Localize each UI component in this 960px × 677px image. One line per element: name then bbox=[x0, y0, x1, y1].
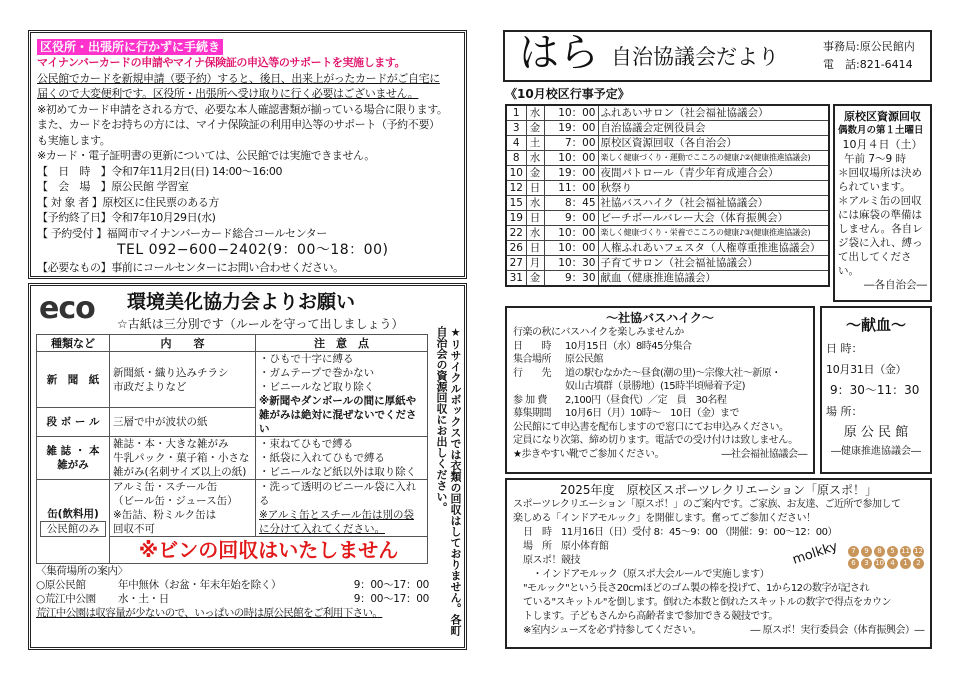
places-title: 〈集荷場所の案内〉 bbox=[36, 565, 128, 577]
blood-place: 原 公 民 館 bbox=[843, 425, 909, 440]
recycle-table bbox=[36, 334, 428, 564]
note: ※アルミ缶とスチール缶は別の袋に分けて入れてください。 bbox=[259, 509, 414, 535]
place-days: 水・土・日 bbox=[118, 593, 169, 605]
blood-date-label: 日 時： bbox=[826, 342, 863, 355]
sports-desc: ている"スキットル"を倒します。倒れた本数と倒れたスキットルの数字で得点をカウン bbox=[523, 597, 891, 608]
blood-time: 9：30〜11：30 bbox=[830, 383, 920, 397]
bus-item-value: 原公民館 bbox=[565, 354, 603, 365]
content-line: （ビール缶・ジュース缶） bbox=[113, 495, 238, 507]
detail-key: 【 日 時 】 bbox=[37, 164, 112, 178]
no-bottle-notice: ※ビンの回収はいたしません bbox=[110, 537, 428, 564]
place-row bbox=[36, 592, 429, 606]
places-note: 荒江中公園は収容量が少ないので、いっぱいの時は原公民館をご利用下さい。 bbox=[36, 607, 383, 619]
eco-notice bbox=[28, 283, 467, 650]
bus-item-key: 日 時 bbox=[513, 340, 551, 352]
weekday: 金 bbox=[526, 166, 544, 181]
resource-collection-box bbox=[833, 104, 932, 302]
detail-value: 原校区に住民票のある方 bbox=[102, 195, 219, 209]
sports-item: 原スポ！競技 bbox=[523, 555, 580, 566]
molkky-pin: 6 bbox=[848, 558, 859, 569]
time: 8：45 bbox=[544, 196, 598, 211]
bus-item-value: 2,100円（昼食代）／定 員 30名程 bbox=[565, 394, 727, 406]
schedule-row bbox=[506, 226, 829, 241]
category bbox=[37, 480, 110, 564]
day: 12 bbox=[506, 181, 526, 196]
weekday: 金 bbox=[526, 121, 544, 136]
detail-key: 【必要なもの】 bbox=[37, 261, 112, 274]
schedule-row bbox=[506, 105, 829, 121]
bus-item bbox=[513, 367, 807, 381]
detail-key: 【予約終了日】 bbox=[37, 211, 112, 224]
time: 10：00 bbox=[544, 226, 598, 241]
content-line: 新聞紙・織り込みチラシ bbox=[113, 366, 229, 379]
category: 段 ボ ー ル bbox=[37, 408, 110, 437]
day: 15 bbox=[506, 196, 526, 211]
category-label: 缶(飲料用) bbox=[47, 507, 99, 520]
note: ・紙袋に入れてひもで縛る bbox=[259, 452, 385, 464]
notice-line: 届くので大変便利です。区役所・出張所へ受け取りに行く必要はございません。 bbox=[37, 87, 419, 100]
schedule-row bbox=[506, 121, 829, 136]
call-center-tel: TEL 092−600−2402(9：00〜18：00) bbox=[117, 242, 389, 258]
bus-item-key: 募集期間 bbox=[513, 408, 551, 419]
newsletter-header bbox=[503, 30, 932, 82]
table-header: 種類など bbox=[37, 335, 110, 352]
detail-key: 【 対 象 者 】 bbox=[37, 195, 103, 209]
table-row bbox=[37, 480, 428, 537]
category: 新 聞 紙 bbox=[37, 352, 110, 408]
time: 10：00 bbox=[544, 105, 598, 121]
notes bbox=[256, 437, 428, 480]
detail-value: 令和7年11月2日(日) 14:00〜16:00 bbox=[111, 164, 283, 178]
day: 8 bbox=[506, 151, 526, 166]
bus-item-value: 10月15日（水）8時45分集合 bbox=[565, 340, 692, 352]
weekday: 水 bbox=[526, 226, 544, 241]
rc-note: ＊アルミ缶の回収には麻袋の準備はしません。各自レジ袋に入れ、縛って出してください。 bbox=[838, 195, 923, 277]
content-line: 牛乳パック・菓子箱・小さな雑がみ(名刺サイズ以上の紙) bbox=[113, 452, 250, 478]
note: ・洗って透明のビニール袋に入れる bbox=[259, 481, 417, 507]
detail-key: 【 会 場 】 bbox=[37, 180, 112, 193]
molkky-pin: 2 bbox=[913, 558, 924, 569]
rc-title: 原校区資源回収 bbox=[844, 110, 921, 123]
event: 秋祭り bbox=[598, 181, 829, 196]
day: 4 bbox=[506, 136, 526, 151]
notice-line: ※初めてカード申請をされる方で、必要な本人確認書類が揃っている場合に限ります。 bbox=[37, 102, 448, 116]
weekday: 金 bbox=[526, 271, 544, 287]
notice-line: また、カードをお持ちの方には、マイナ保険証の利用申込等のサポート（予約不要） bbox=[37, 118, 440, 131]
bus-item bbox=[513, 380, 807, 394]
rc-date: 10月４日（土） bbox=[842, 138, 923, 151]
recycle-box-note: ★リサイクルボックスでは衣類の回収はしておりません。各町自治会の資源回収にお出しください。 bbox=[435, 326, 462, 636]
event: 社協バスハイク（社会福祉協議会） bbox=[598, 196, 829, 211]
event: 献血（健康推進協議会） bbox=[598, 271, 829, 287]
detail-row bbox=[37, 210, 458, 226]
bus-item bbox=[513, 394, 807, 408]
molkky-pin: 9 bbox=[861, 546, 872, 557]
detail-row bbox=[37, 195, 458, 211]
detail-value: 福岡市マイナンバーカード総合コールセンター bbox=[106, 226, 327, 240]
time: 9：30 bbox=[544, 271, 598, 287]
blood-place-label: 場 所： bbox=[826, 405, 863, 418]
time: 19：00 bbox=[544, 121, 598, 136]
day: 10 bbox=[506, 166, 526, 181]
sports-desc: トします。子どもさんから高齢者まで参加できる競技です。 bbox=[523, 611, 778, 622]
content-line: 雑誌・本・大きな雑がみ bbox=[113, 438, 229, 450]
notice-tag: 区役所・出張所に行かずに手続き bbox=[37, 39, 223, 55]
bus-title: 〜社協バスハイク〜 bbox=[606, 311, 714, 325]
bus-item-key: 行 先 bbox=[513, 367, 551, 379]
phone: 電 話:821-6414 bbox=[823, 58, 913, 71]
molkky-pin: 11 bbox=[901, 547, 910, 555]
table-row bbox=[37, 352, 428, 408]
detail-key: 【 予約受付 】 bbox=[37, 226, 107, 240]
molkky-pin: 1 bbox=[900, 558, 911, 569]
detail-value: 令和7年10月29日(水) bbox=[111, 211, 216, 224]
event: 自治協議会定例役員会 bbox=[598, 121, 829, 136]
schedule-row bbox=[506, 181, 829, 196]
note: ・束ねてひもで縛る bbox=[259, 438, 354, 450]
sports-item: ・インドアモルック（原スポ大会ルールで実施します） bbox=[523, 569, 770, 580]
content-line: 市政だよりなど bbox=[113, 380, 187, 393]
table-header: 注 意 点 bbox=[256, 335, 428, 352]
eco-logo: eco bbox=[39, 291, 95, 326]
schedule-title: 《10月校区行事予定》 bbox=[505, 87, 630, 101]
bus-item-value: 道の駅むなかた〜昼食(潮の里)〜宗像大社〜新原・ bbox=[565, 367, 781, 379]
blood-date: 10月31日（金） bbox=[826, 363, 907, 376]
place-hours: 9：00〜17：00 bbox=[353, 593, 429, 605]
category: 雑 誌 ・ 本 雑がみ bbox=[37, 437, 110, 480]
bus-item bbox=[513, 407, 807, 421]
event: 子育てサロン（社会福祉協議会） bbox=[598, 256, 829, 271]
schedule-row bbox=[506, 256, 829, 271]
time: 9：00 bbox=[544, 211, 598, 226]
note: ・ビニールなど取り除く bbox=[259, 381, 375, 393]
rc-note: ＊回収場所は決められています。 bbox=[838, 167, 922, 193]
weekday: 水 bbox=[526, 105, 544, 121]
molkky-pin: 12 bbox=[914, 547, 923, 555]
schedule-row bbox=[506, 166, 829, 181]
bus-note: ★歩きやすい靴でご参加ください。 bbox=[513, 448, 664, 460]
sports-rec-box bbox=[505, 478, 932, 649]
sports-line: 楽しめる「インドアモルック」を開催します。奮ってご参加ください！ bbox=[513, 513, 816, 524]
note: ※新聞やダンボールの間に厚紙や雑がみは絶対に混ぜないでください bbox=[259, 395, 417, 435]
place-row bbox=[36, 578, 429, 592]
note: ・ひもで十字に縛る bbox=[259, 353, 354, 365]
molkky-pin: 7 bbox=[848, 546, 859, 557]
weekday: 水 bbox=[526, 196, 544, 211]
event: 夜間パトロール（青少年育成連合会） bbox=[598, 166, 829, 181]
molkky-pins-illustration bbox=[847, 546, 927, 570]
content-line: 回収不可 bbox=[113, 523, 155, 535]
note: ・ガムテープで巻かない bbox=[259, 367, 375, 379]
sports-sign: ― 原スポ！実行委員会（体育振興会）― bbox=[750, 625, 924, 636]
content: 三層で中が波状の紙 bbox=[110, 408, 256, 437]
place-name: ○原公民館 bbox=[36, 579, 86, 591]
masthead-hara: はら bbox=[519, 30, 599, 76]
molkky-pin: 4 bbox=[887, 558, 898, 569]
weekday: 土 bbox=[526, 136, 544, 151]
day: 26 bbox=[506, 241, 526, 256]
time: 10：00 bbox=[544, 151, 598, 166]
rc-sign: ―各自治会― bbox=[864, 279, 927, 291]
notice-line: ※カード・電子証明書の更新については、公民館では実施できません。 bbox=[37, 149, 375, 162]
table-header: 内 容 bbox=[110, 335, 256, 352]
molkky-pin: 5 bbox=[887, 546, 898, 557]
office-info bbox=[823, 38, 915, 74]
bus-item bbox=[513, 353, 807, 367]
content bbox=[110, 480, 256, 537]
office: 事務局:原公民館内 bbox=[823, 40, 915, 53]
day: 22 bbox=[506, 226, 526, 241]
content-line: アルミ缶・スチール缶 bbox=[113, 481, 218, 493]
weekday: 日 bbox=[526, 181, 544, 196]
place-name: ○荒江中公園 bbox=[36, 593, 96, 605]
eco-title: 環境美化協力会よりお願い bbox=[127, 291, 356, 313]
blood-title: 〜献血〜 bbox=[845, 316, 906, 334]
bus-sign: ―社会福祉協議会― bbox=[721, 448, 807, 460]
time: 19：00 bbox=[544, 166, 598, 181]
detail-value: 原公民館 学習室 bbox=[111, 180, 189, 193]
notice-line: も実施します。 bbox=[37, 133, 111, 147]
table-row bbox=[37, 437, 428, 480]
detail-row bbox=[37, 260, 458, 276]
notice-headline: マイナンバーカードの申請やマイナ保険証の申込等のサポートを実施します。 bbox=[37, 56, 406, 69]
content bbox=[110, 437, 256, 480]
event: ふれあいサロン（社会福祉協議会） bbox=[598, 105, 829, 121]
event: 楽しく健康づくり・運動でこころの健康♪②(健康推進協議会) bbox=[598, 151, 829, 166]
bus-lead: 行楽の秋にバスハイクを楽しみませんか bbox=[513, 327, 684, 338]
kominkan-only-badge: 公民館のみ bbox=[40, 521, 106, 537]
event: 楽しく健康づくり・栄養でこころの健康♪③(健康推進協議会) bbox=[598, 226, 829, 241]
molkky-pin: 8 bbox=[874, 546, 885, 557]
eco-subtitle: ☆古紙は三分別です（ルールを守って出しましょう） bbox=[117, 317, 404, 331]
day: 19 bbox=[506, 211, 526, 226]
sports-desc: "モルック"という長さ20cmほどのゴム製の棒を投げて、1から12の数字が記され bbox=[523, 583, 870, 594]
sports-item: 日 時 11月16日（日）受付 8：45〜9：00 （開催：9：00〜12：00） bbox=[523, 527, 838, 538]
day: 27 bbox=[506, 256, 526, 271]
time: 10：30 bbox=[544, 256, 598, 271]
weekday: 水 bbox=[526, 151, 544, 166]
day: 3 bbox=[506, 121, 526, 136]
day: 31 bbox=[506, 271, 526, 287]
blood-sign: ―健康推進協議会― bbox=[831, 446, 921, 457]
sports-item: 場 所 原小体育館 bbox=[523, 541, 609, 552]
weekday: 月 bbox=[526, 256, 544, 271]
event: 人権ふれあいフェスタ（人権尊重推進協議会） bbox=[598, 241, 829, 256]
detail-row bbox=[37, 226, 458, 242]
schedule-row bbox=[506, 241, 829, 256]
bus-item-key: 集合場所 bbox=[513, 354, 551, 365]
place-days: 年中無休（お盆・年末年始を除く） bbox=[118, 579, 282, 591]
detail-row bbox=[37, 164, 458, 180]
molkky-pin: 10 bbox=[875, 559, 884, 567]
mynumber-notice bbox=[28, 30, 467, 279]
notes bbox=[256, 352, 428, 437]
time: 11：00 bbox=[544, 181, 598, 196]
detail-row bbox=[37, 179, 458, 195]
sports-note: ※室内シューズを必ず持参してください。 bbox=[523, 625, 702, 636]
event: 原校区資源回収（各自治会） bbox=[598, 136, 829, 151]
molkky-label: molkky bbox=[790, 539, 840, 568]
weekday: 日 bbox=[526, 241, 544, 256]
molkky-pin: 3 bbox=[861, 558, 872, 569]
sports-title: 2025年度 原校区スポーツレクリエーション「原スポ！」 bbox=[559, 483, 878, 497]
note: ・ビニールなど紙以外は取り除く bbox=[259, 466, 417, 478]
bus-line: 定員になり次第、締め切ります。電話での受け付けは致しません。 bbox=[513, 435, 798, 446]
bus-line: 公民館にて申込書を配布しますので窓口にてお申込みください。 bbox=[513, 421, 789, 433]
place-hours: 9：00〜17：00 bbox=[353, 579, 429, 591]
schedule-row bbox=[506, 211, 829, 226]
notice-line: 公民館でカードを新規申請（要予約）すると、後日、出来上がったカードがご自宅に bbox=[37, 71, 440, 85]
schedule-row bbox=[506, 271, 829, 287]
rc-time: 午前 7〜9 時 bbox=[844, 153, 907, 165]
masthead-title: 自治協議会だより bbox=[611, 45, 779, 69]
notes bbox=[256, 480, 428, 537]
schedule-table bbox=[505, 104, 830, 287]
bus-item-key: 参 加 費 bbox=[513, 394, 547, 406]
content-line: ※缶詰、粉ミルク缶は bbox=[113, 509, 217, 521]
event: ビーチボールバレー大会（体育振興会） bbox=[598, 211, 829, 226]
blood-donation-box bbox=[820, 306, 932, 474]
weekday: 日 bbox=[526, 211, 544, 226]
eco-body bbox=[36, 334, 429, 620]
bus-hike-box bbox=[505, 306, 815, 474]
schedule-row bbox=[506, 136, 829, 151]
bus-item bbox=[513, 340, 807, 354]
day: 1 bbox=[506, 105, 526, 121]
rc-sub: 偶数月の第１土曜日 bbox=[838, 125, 924, 136]
sports-line: スポーツレクリエーション「原スポ！」のご案内です。ご家族、お友達、ご近所で参加して bbox=[513, 499, 901, 510]
time: 10：00 bbox=[544, 241, 598, 256]
bus-item-value: 10月6日（月）10時〜 10日（金）まで bbox=[565, 408, 740, 419]
schedule-row bbox=[506, 151, 829, 166]
time: 7：00 bbox=[544, 136, 598, 151]
schedule-row bbox=[506, 196, 829, 211]
content bbox=[110, 352, 256, 408]
bus-item-value: 奴山古墳群（景勝地）(15時半頃帰着予定) bbox=[565, 381, 746, 392]
detail-value: 事前にコールセンターにお問い合わせください。 bbox=[111, 261, 344, 274]
